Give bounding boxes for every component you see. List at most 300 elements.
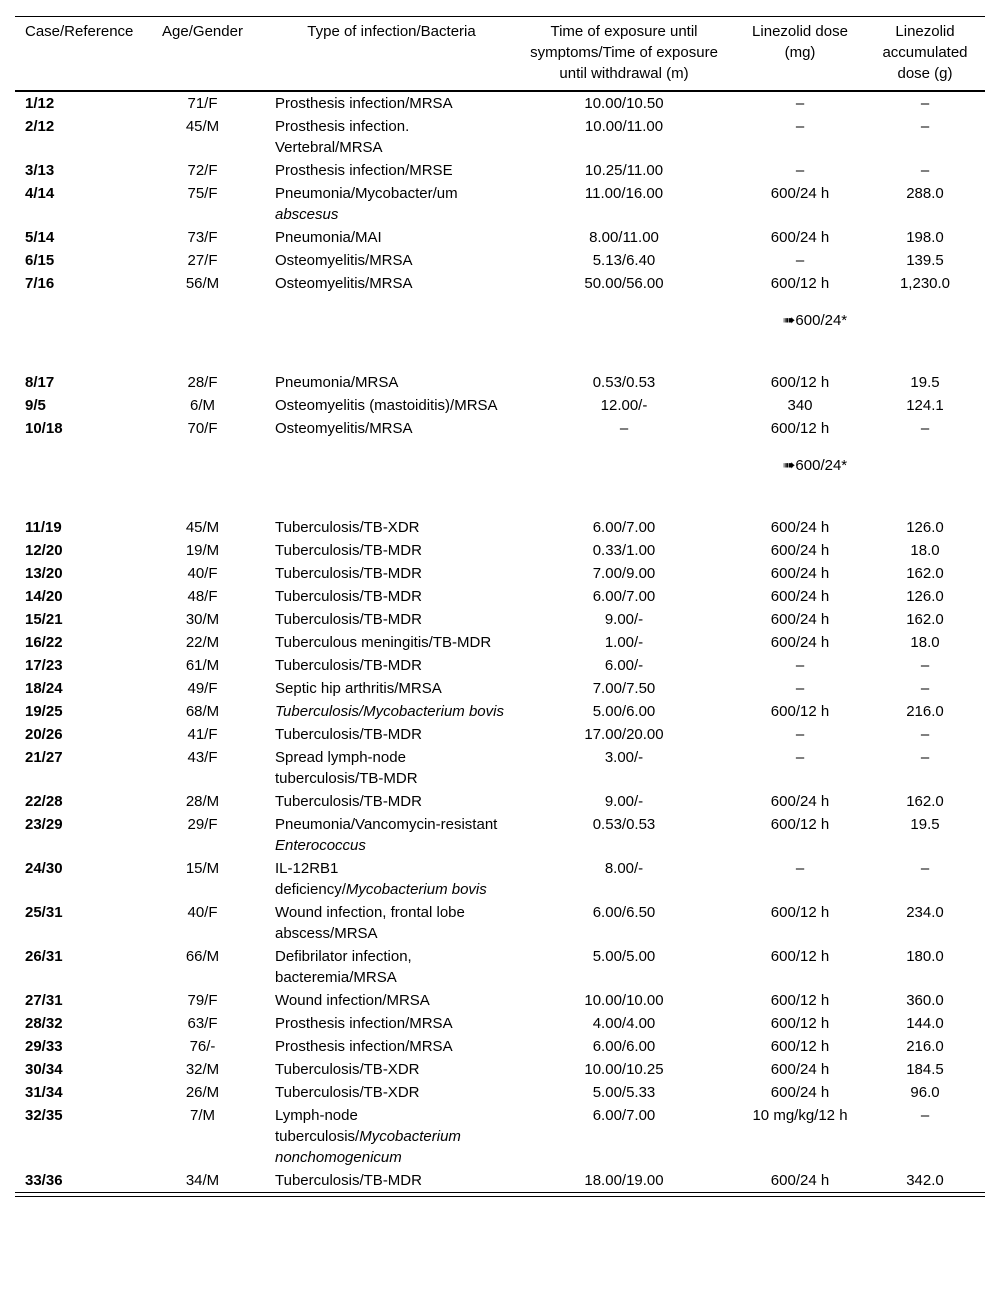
dose-adjustment: ➠600/24*	[782, 457, 848, 474]
cell-linezolid-dose	[735, 585, 865, 608]
cell-linezolid-dose	[735, 394, 865, 417]
cell-time-of-exposure: 17.00/20.00	[584, 726, 664, 743]
cell-infection-bacteria	[270, 371, 513, 394]
cell-infection-bacteria	[270, 226, 513, 249]
cell-age-gender: 66/M	[185, 948, 220, 965]
cell-case-reference: 22/28	[25, 793, 63, 810]
cell-time-of-exposure: 11.00/16.00	[584, 185, 664, 202]
cell-accumulated-dose: 126.0	[906, 588, 944, 605]
dose-value: 600/24 h	[770, 1061, 830, 1078]
cell-accumulated-dose: 342.0	[906, 1172, 944, 1189]
cell-accumulated-dose: 139.5	[906, 252, 944, 269]
cell-time-of-exposure: 0.53/0.53	[592, 374, 656, 391]
cell-linezolid-dose	[735, 790, 865, 813]
cell-linezolid-dose	[735, 677, 865, 700]
cell-case-reference: 21/27	[25, 749, 63, 766]
infection-text-segment: Osteomyelitis (mastoiditis)/MRSA	[275, 397, 498, 414]
cell-case-reference: 30/34	[25, 1061, 63, 1078]
table-row	[15, 272, 985, 371]
cell-age-gender: 48/F	[187, 588, 218, 605]
table-bottom-rule	[15, 1196, 985, 1197]
cell-infection-bacteria	[270, 1169, 513, 1193]
dose-value: 600/24 h	[770, 793, 830, 810]
cell-accumulated-dose: 19.5	[910, 374, 940, 391]
header-case-reference: Case/Reference	[25, 23, 134, 40]
table-body	[15, 91, 985, 1193]
cell-case-reference: 24/30	[25, 860, 63, 877]
infection-text-segment: Defibrilator infection, bacteremia/MRSA	[275, 948, 412, 986]
infection-text-segment: Osteomyelitis/MRSA	[275, 275, 413, 292]
infection-text-segment: Osteomyelitis/MRSA	[275, 420, 413, 437]
cell-case-reference: 25/31	[25, 904, 63, 921]
cell-infection-bacteria	[270, 631, 513, 654]
dose-value: 600/12 h	[770, 374, 830, 391]
cell-linezolid-dose	[735, 989, 865, 1012]
cell-case-reference: 16/22	[25, 634, 63, 651]
cell-age-gender: 28/M	[185, 793, 220, 810]
cell-linezolid-dose	[735, 249, 865, 272]
cell-infection-bacteria	[270, 585, 513, 608]
cell-linezolid-dose	[735, 700, 865, 723]
cell-time-of-exposure: 18.00/19.00	[584, 1172, 664, 1189]
infection-text-segment: Tuberculosis/TB-MDR	[275, 542, 422, 559]
cell-case-reference: 26/31	[25, 948, 63, 965]
cell-linezolid-dose	[735, 746, 865, 790]
table-header	[15, 17, 985, 92]
cell-accumulated-dose: 162.0	[906, 611, 944, 628]
cell-time-of-exposure: 6.00/6.50	[592, 904, 656, 921]
cell-case-reference: 18/24	[25, 680, 63, 697]
dose-value: –	[795, 252, 805, 269]
table-row	[15, 1169, 985, 1193]
table-row	[15, 746, 985, 790]
cell-age-gender: 15/M	[185, 860, 220, 877]
infection-text-segment: Pneumonia/Vancomycin-resistant	[275, 816, 498, 833]
table-row	[15, 608, 985, 631]
dose-value: 600/24 h	[770, 565, 830, 582]
cell-accumulated-dose: 19.5	[910, 816, 940, 833]
cell-age-gender: 41/F	[187, 726, 218, 743]
cell-linezolid-dose	[735, 901, 865, 945]
table-row	[15, 115, 985, 159]
infection-text-segment: Tuberculosis/TB-MDR	[275, 726, 422, 743]
cell-infection-bacteria	[270, 746, 513, 790]
cell-time-of-exposure: 7.00/9.00	[592, 565, 656, 582]
cell-case-reference: 13/20	[25, 565, 63, 582]
cell-accumulated-dose: –	[920, 680, 930, 697]
cell-infection-bacteria	[270, 516, 513, 539]
cell-accumulated-dose: 126.0	[906, 519, 944, 536]
cell-age-gender: 49/F	[187, 680, 218, 697]
table-row	[15, 1012, 985, 1035]
header-infection-bacteria: Type of infection/Bacteria	[307, 23, 476, 40]
cell-time-of-exposure: 6.00/7.00	[592, 519, 656, 536]
cell-linezolid-dose	[735, 1058, 865, 1081]
table-row	[15, 945, 985, 989]
table-row	[15, 539, 985, 562]
table-row	[15, 585, 985, 608]
cell-case-reference: 28/32	[25, 1015, 63, 1032]
cell-age-gender: 27/F	[187, 252, 218, 269]
infection-text-segment: Tuberculosis/TB-MDR	[275, 1172, 422, 1189]
infection-text-segment: Tuberculosis/TB-MDR	[275, 565, 422, 582]
cell-infection-bacteria	[270, 1035, 513, 1058]
cell-accumulated-dose: 216.0	[906, 1038, 944, 1055]
cell-time-of-exposure: 5.00/6.00	[592, 703, 656, 720]
cell-accumulated-dose: 144.0	[906, 1015, 944, 1032]
cell-time-of-exposure: 1.00/-	[604, 634, 644, 651]
table-row	[15, 631, 985, 654]
cell-case-reference: 1/12	[25, 95, 55, 112]
infection-text-segment: Prosthesis infection/MRSA	[275, 1038, 453, 1055]
dose-value: 600/12 h	[770, 1038, 830, 1055]
cell-age-gender: 22/M	[185, 634, 220, 651]
table-row	[15, 1058, 985, 1081]
infection-text-segment: Tuberculous meningitis/TB-MDR	[275, 634, 492, 651]
cell-linezolid-dose	[735, 159, 865, 182]
cell-infection-bacteria	[270, 901, 513, 945]
cell-time-of-exposure: 6.00/7.00	[592, 1107, 656, 1124]
cell-linezolid-dose	[735, 608, 865, 631]
infection-text-segment: Tuberculosis/Mycobacterium bovis	[275, 703, 504, 720]
cell-linezolid-dose	[735, 91, 865, 115]
cell-time-of-exposure: 6.00/-	[604, 657, 644, 674]
dose-value: 600/12 h	[770, 816, 830, 833]
cell-accumulated-dose: 18.0	[910, 542, 940, 559]
cell-age-gender: 72/F	[187, 162, 218, 179]
dose-value: 600/24 h	[770, 542, 830, 559]
infection-text-segment: Wound infection, frontal lobe abscess/MRSA	[275, 904, 465, 942]
cell-accumulated-dose: 96.0	[910, 1084, 940, 1101]
infection-text-segment: Tuberculosis/TB-MDR	[275, 611, 422, 628]
table-row	[15, 723, 985, 746]
cell-infection-bacteria	[270, 677, 513, 700]
cell-linezolid-dose	[735, 723, 865, 746]
cell-infection-bacteria	[270, 1058, 513, 1081]
cell-accumulated-dose: 162.0	[906, 565, 944, 582]
cell-time-of-exposure: 5.00/5.33	[592, 1084, 656, 1101]
table-row	[15, 226, 985, 249]
dose-value: 600/12 h	[770, 275, 830, 292]
cell-infection-bacteria	[270, 1012, 513, 1035]
cell-age-gender: 26/M	[185, 1084, 220, 1101]
cell-case-reference: 14/20	[25, 588, 63, 605]
cell-case-reference: 17/23	[25, 657, 63, 674]
cell-linezolid-dose	[735, 857, 865, 901]
cell-case-reference: 19/25	[25, 703, 63, 720]
cell-accumulated-dose: 360.0	[906, 992, 944, 1009]
dose-value: 600/12 h	[770, 703, 830, 720]
cell-case-reference: 32/35	[25, 1107, 63, 1124]
infection-text-segment: Tuberculosis/TB-XDR	[275, 1084, 420, 1101]
infection-text-segment: IL-12RB1 deficiency/	[275, 860, 346, 898]
cell-linezolid-dose	[735, 539, 865, 562]
cell-accumulated-dose: –	[920, 95, 930, 112]
cell-time-of-exposure: 5.13/6.40	[592, 252, 656, 269]
table-row	[15, 700, 985, 723]
cell-accumulated-dose: –	[920, 860, 930, 877]
dose-value: 600/24 h	[770, 519, 830, 536]
cell-linezolid-dose	[735, 182, 865, 226]
dose-value: 600/12 h	[770, 1015, 830, 1032]
cell-infection-bacteria	[270, 608, 513, 631]
cell-age-gender: 19/M	[185, 542, 220, 559]
infection-text-segment: Mycobacterium bovis	[345, 881, 487, 898]
table-row	[15, 562, 985, 585]
cell-infection-bacteria	[270, 417, 513, 516]
cell-age-gender: 68/M	[185, 703, 220, 720]
dose-adjustment: ➠600/24*	[782, 312, 848, 329]
table-row	[15, 857, 985, 901]
header-age-gender: Age/Gender	[162, 23, 243, 40]
dose-value: 600/24 h	[770, 588, 830, 605]
cell-infection-bacteria	[270, 182, 513, 226]
header-row	[15, 17, 985, 92]
cell-age-gender: 40/F	[187, 565, 218, 582]
cell-time-of-exposure: 12.00/-	[600, 397, 648, 414]
cell-linezolid-dose	[735, 115, 865, 159]
table-row	[15, 91, 985, 115]
infection-text-segment: Spread lymph-node tuberculosis/TB-MDR	[275, 749, 418, 787]
dose-value: 600/24 h	[770, 611, 830, 628]
cell-linezolid-dose	[735, 417, 865, 516]
cell-age-gender: 71/F	[187, 95, 218, 112]
table-row	[15, 790, 985, 813]
dose-value: 600/12 h	[770, 904, 830, 921]
cell-accumulated-dose: 198.0	[906, 229, 944, 246]
cell-linezolid-dose	[735, 272, 865, 371]
cell-infection-bacteria	[270, 272, 513, 371]
table-row	[15, 813, 985, 857]
cell-infection-bacteria	[270, 723, 513, 746]
cell-linezolid-dose	[735, 813, 865, 857]
cell-time-of-exposure: 10.00/10.50	[584, 95, 664, 112]
table-row	[15, 654, 985, 677]
cell-age-gender: 43/F	[187, 749, 218, 766]
cell-infection-bacteria	[270, 790, 513, 813]
cell-case-reference: 23/29	[25, 816, 63, 833]
cell-linezolid-dose	[735, 371, 865, 394]
infection-text-segment: Osteomyelitis/MRSA	[275, 252, 413, 269]
cell-age-gender: 30/M	[185, 611, 220, 628]
cell-linezolid-dose	[735, 226, 865, 249]
cell-age-gender: 32/M	[185, 1061, 220, 1078]
infection-text-segment: Tuberculosis/TB-MDR	[275, 657, 422, 674]
dose-value: –	[795, 118, 805, 135]
cell-time-of-exposure: 9.00/-	[604, 793, 644, 810]
table-row	[15, 989, 985, 1012]
table-row	[15, 249, 985, 272]
cell-infection-bacteria	[270, 989, 513, 1012]
linezolid-cases-table	[15, 16, 985, 1193]
cell-infection-bacteria	[270, 159, 513, 182]
infection-text-segment: Tuberculosis/TB-MDR	[275, 588, 422, 605]
cell-age-gender: 6/M	[189, 397, 215, 414]
cell-case-reference: 29/33	[25, 1038, 63, 1055]
cell-linezolid-dose	[735, 1081, 865, 1104]
dose-value: 600/24 h	[770, 1172, 830, 1189]
cell-time-of-exposure: 3.00/-	[604, 749, 644, 766]
cell-time-of-exposure: 5.00/5.00	[592, 948, 656, 965]
dose-value: 340	[787, 397, 813, 414]
infection-text-segment: abscesus	[275, 206, 339, 223]
infection-text-segment: Tuberculosis/TB-XDR	[275, 519, 420, 536]
cell-time-of-exposure: 8.00/-	[604, 860, 644, 877]
cell-age-gender: 63/F	[187, 1015, 218, 1032]
dose-value: 10 mg/kg/12 h	[752, 1107, 848, 1124]
infection-text-segment: Pneumonia/Mycobacter/um	[275, 185, 458, 202]
infection-text-segment: Tuberculosis/TB-XDR	[275, 1061, 420, 1078]
infection-text-segment: Prosthesis infection/MRSA	[275, 1015, 453, 1032]
infection-text-segment: Prosthesis infection. Vertebral/MRSA	[275, 118, 410, 156]
cell-infection-bacteria	[270, 945, 513, 989]
cell-time-of-exposure: 10.25/11.00	[584, 162, 664, 179]
cell-age-gender: 73/F	[187, 229, 218, 246]
cell-accumulated-dose: –	[920, 162, 930, 179]
cell-time-of-exposure: 7.00/7.50	[592, 680, 656, 697]
cell-time-of-exposure: 10.00/10.25	[584, 1061, 664, 1078]
cell-accumulated-dose: –	[920, 420, 930, 437]
cell-linezolid-dose	[735, 1012, 865, 1035]
infection-text-segment: Enterococcus	[275, 837, 366, 854]
cell-infection-bacteria	[270, 394, 513, 417]
cell-infection-bacteria	[270, 115, 513, 159]
dose-value: 600/12 h	[770, 420, 830, 437]
cell-age-gender: 61/M	[185, 657, 220, 674]
table-row	[15, 159, 985, 182]
cell-infection-bacteria	[270, 857, 513, 901]
cell-time-of-exposure: –	[619, 420, 629, 437]
cell-accumulated-dose: 1,230.0	[899, 275, 951, 292]
cell-infection-bacteria	[270, 539, 513, 562]
cell-time-of-exposure: 0.33/1.00	[592, 542, 656, 559]
table-row	[15, 901, 985, 945]
cell-age-gender: 40/F	[187, 904, 218, 921]
cell-case-reference: 6/15	[25, 252, 55, 269]
table-row	[15, 1035, 985, 1058]
cell-accumulated-dose: 234.0	[906, 904, 944, 921]
cell-accumulated-dose: –	[920, 1107, 930, 1124]
cell-accumulated-dose: 18.0	[910, 634, 940, 651]
infection-text-segment: Pneumonia/MRSA	[275, 374, 399, 391]
header-time-of-exposure: Time of exposure until symptoms/Time of exposure until withdrawal (m)	[530, 23, 718, 82]
infection-text-segment: Lymph-node tuberculosis/	[275, 1107, 360, 1145]
cell-case-reference: 3/13	[25, 162, 55, 179]
cell-infection-bacteria	[270, 813, 513, 857]
cell-case-reference: 12/20	[25, 542, 63, 559]
cell-linezolid-dose	[735, 1169, 865, 1193]
table-row	[15, 1104, 985, 1169]
dose-value: 600/24 h	[770, 634, 830, 651]
cell-age-gender: 75/F	[187, 185, 218, 202]
cell-accumulated-dose: –	[920, 657, 930, 674]
dose-value: –	[795, 749, 805, 766]
table-row	[15, 1081, 985, 1104]
infection-text-segment: Prosthesis infection/MRSE	[275, 162, 453, 179]
dose-value: 600/12 h	[770, 948, 830, 965]
cell-case-reference: 11/19	[25, 519, 62, 536]
cell-case-reference: 5/14	[25, 229, 55, 246]
cell-time-of-exposure: 10.00/11.00	[584, 118, 664, 135]
dose-value: 600/12 h	[770, 992, 830, 1009]
cell-infection-bacteria	[270, 562, 513, 585]
cell-age-gender: 29/F	[187, 816, 218, 833]
dose-value: –	[795, 657, 805, 674]
cell-age-gender: 79/F	[187, 992, 218, 1009]
cell-age-gender: 45/M	[185, 519, 220, 536]
table-row	[15, 182, 985, 226]
cell-case-reference: 8/17	[25, 374, 55, 391]
cell-case-reference: 20/26	[25, 726, 63, 743]
dose-value: –	[795, 95, 805, 112]
cell-time-of-exposure: 9.00/-	[604, 611, 644, 628]
infection-text-segment: Pneumonia/MAI	[275, 229, 382, 246]
table-row	[15, 516, 985, 539]
infection-text-segment: Wound infection/MRSA	[275, 992, 430, 1009]
cell-linezolid-dose	[735, 516, 865, 539]
infection-text-segment: Tuberculosis/TB-MDR	[275, 793, 422, 810]
infection-text-segment: Prosthesis infection/MRSA	[275, 95, 453, 112]
table-row	[15, 677, 985, 700]
dose-value: –	[795, 726, 805, 743]
cell-case-reference: 15/21	[25, 611, 63, 628]
cell-time-of-exposure: 10.00/10.00	[584, 992, 664, 1009]
cell-infection-bacteria	[270, 654, 513, 677]
cell-age-gender: 56/M	[185, 275, 220, 292]
cell-infection-bacteria	[270, 1104, 513, 1169]
cell-time-of-exposure: 6.00/6.00	[592, 1038, 656, 1055]
cell-case-reference: 9/5	[25, 397, 46, 414]
dose-value: 600/24 h	[770, 1084, 830, 1101]
infection-text-segment: Septic hip arthritis/MRSA	[275, 680, 442, 697]
cell-age-gender: 7/M	[189, 1107, 215, 1124]
cell-case-reference: 33/36	[25, 1172, 63, 1189]
cell-accumulated-dose: –	[920, 118, 930, 135]
header-linezolid-accumulated-dose: Linezolid accumulated dose (g)	[882, 23, 968, 82]
cell-case-reference: 31/34	[25, 1084, 63, 1101]
cell-linezolid-dose	[735, 945, 865, 989]
dose-value: 600/24 h	[770, 229, 830, 246]
table-row	[15, 394, 985, 417]
dose-value: –	[795, 860, 805, 877]
linezolid-cases-table-container	[15, 16, 985, 1193]
cell-infection-bacteria	[270, 700, 513, 723]
dose-value: 600/24 h	[770, 185, 830, 202]
cell-time-of-exposure: 0.53/0.53	[592, 816, 656, 833]
cell-accumulated-dose: 216.0	[906, 703, 944, 720]
cell-age-gender: 28/F	[187, 374, 218, 391]
cell-linezolid-dose	[735, 1035, 865, 1058]
cell-case-reference: 27/31	[25, 992, 63, 1009]
cell-time-of-exposure: 50.00/56.00	[584, 275, 664, 292]
cell-age-gender: 45/M	[185, 118, 220, 135]
cell-time-of-exposure: 4.00/4.00	[592, 1015, 656, 1032]
cell-time-of-exposure: 6.00/7.00	[592, 588, 656, 605]
cell-accumulated-dose: –	[920, 749, 930, 766]
cell-age-gender: 70/F	[187, 420, 218, 437]
table-row	[15, 371, 985, 394]
cell-case-reference: 2/12	[25, 118, 55, 135]
cell-case-reference: 7/16	[25, 275, 55, 292]
cell-accumulated-dose: 184.5	[906, 1061, 944, 1078]
cell-infection-bacteria	[270, 249, 513, 272]
dose-value: –	[795, 162, 805, 179]
cell-age-gender: 76/-	[189, 1038, 216, 1055]
cell-time-of-exposure: 8.00/11.00	[589, 229, 659, 246]
cell-age-gender: 34/M	[185, 1172, 220, 1189]
dose-value: –	[795, 680, 805, 697]
cell-accumulated-dose: 180.0	[906, 948, 944, 965]
